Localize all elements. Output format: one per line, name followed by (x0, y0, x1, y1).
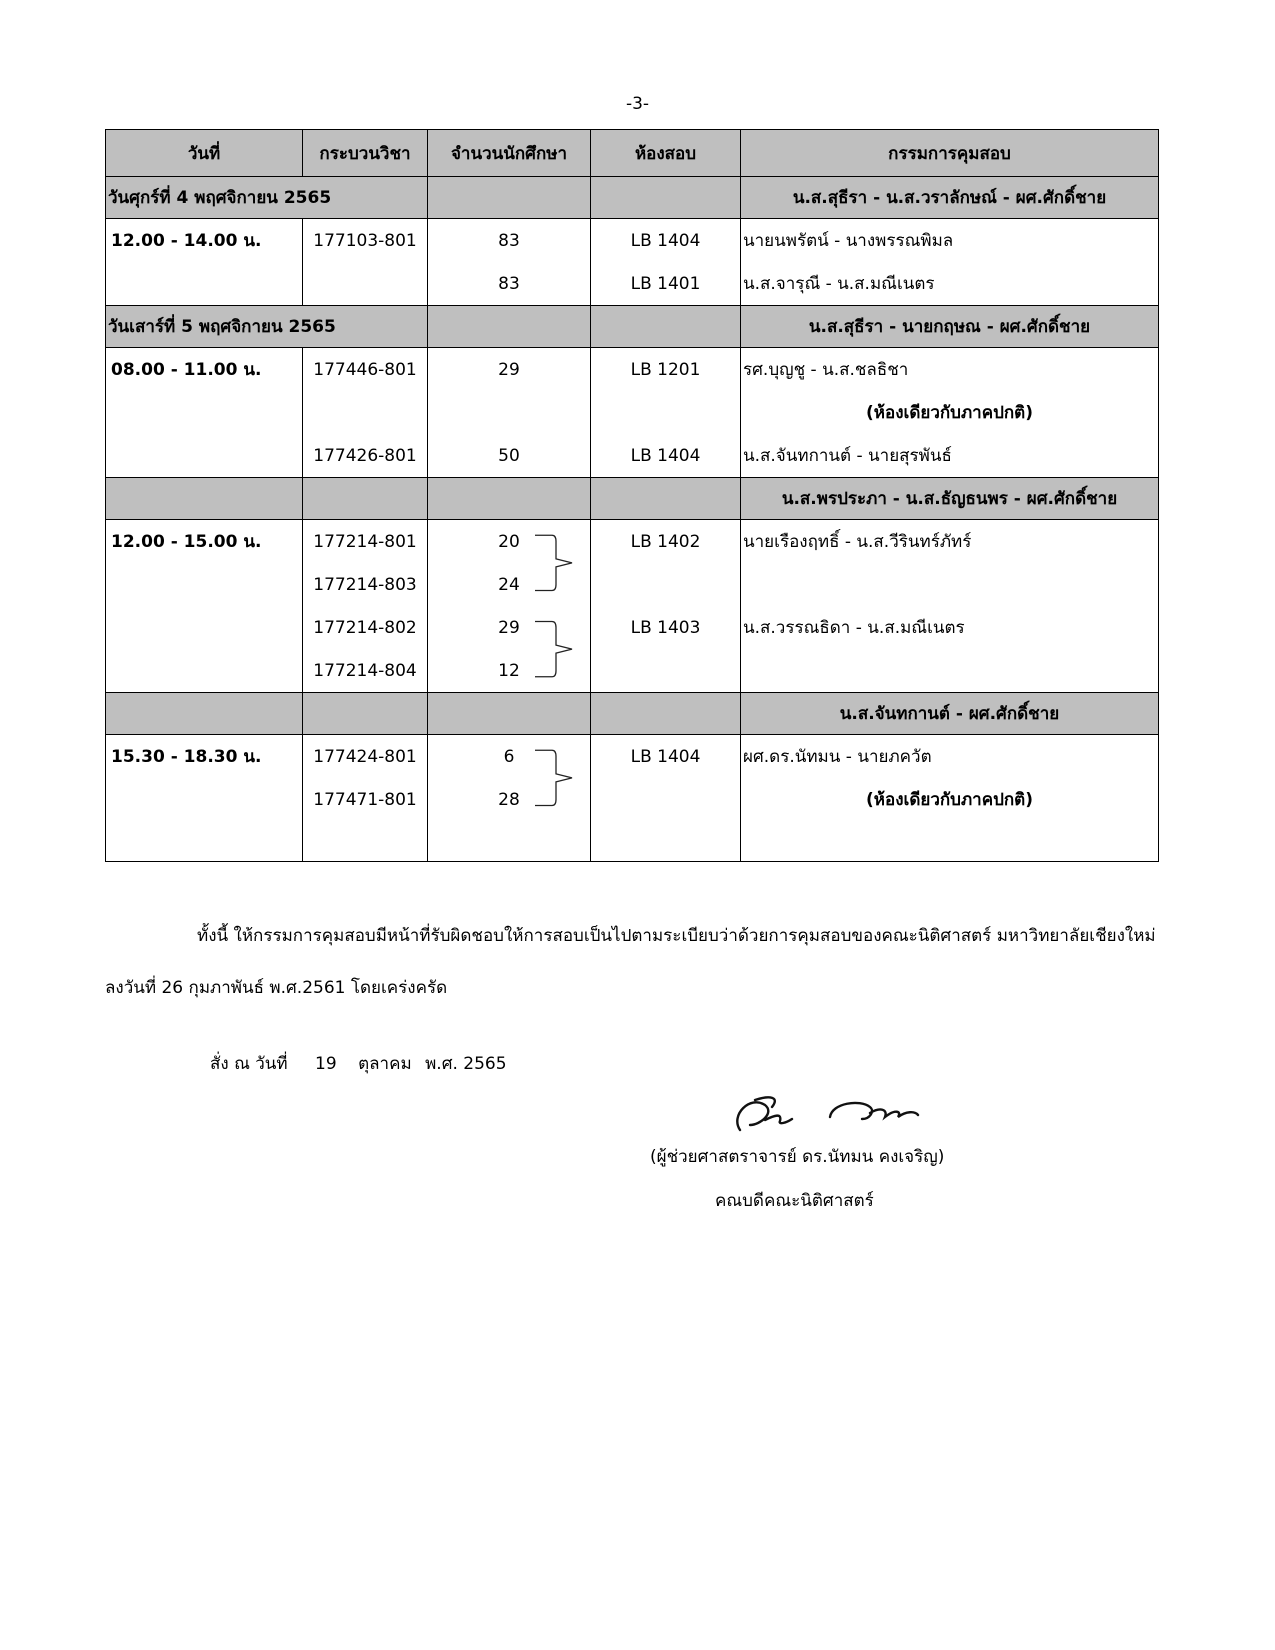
order-date-month: ตุลาคม (358, 1054, 412, 1074)
course-cell: 177471-801 (303, 778, 428, 821)
group-row (106, 306, 1159, 348)
time-cell (106, 821, 303, 862)
group-date (106, 693, 303, 735)
group-row (106, 478, 1159, 520)
room-cell (591, 649, 741, 693)
time-cell (106, 262, 303, 306)
group-row (106, 693, 1159, 735)
header-proctors: กรรมการคุมสอบ (741, 130, 1159, 177)
proctor-cell: นายนพรัตน์ - นางพรรณพิมล (741, 219, 1159, 263)
proctor-cell (741, 563, 1159, 606)
count-cell: 83 (428, 262, 591, 306)
signature-image (720, 1085, 940, 1145)
table-row (106, 520, 1159, 564)
course-cell (303, 821, 428, 862)
group-row (106, 177, 1159, 219)
group-staff: น.ส.สุธีรา - น.ส.วราลักษณ์ - ผศ.ศักดิ์ชาย (741, 177, 1159, 219)
order-date-day: 19 (315, 1054, 337, 1074)
count-cell: 28 (428, 778, 591, 821)
count-cell: 29 (428, 606, 591, 649)
room-cell: LB 1404 (591, 735, 741, 779)
group-staff: น.ส.สุธีรา - นายกฤษณ - ผศ.ศักดิ์ชาย (741, 306, 1159, 348)
course-cell: 177214-804 (303, 649, 428, 693)
count-cell: 83 (428, 219, 591, 263)
time-cell (106, 606, 303, 649)
group-date (106, 478, 303, 520)
count-cell (428, 391, 591, 434)
room-cell: LB 1404 (591, 434, 741, 478)
group-date: วันเสาร์ที่ 5 พฤศจิกายน 2565 (106, 306, 428, 348)
count-cell: 24 (428, 563, 591, 606)
header-course: กระบวนวิชา (303, 130, 428, 177)
room-cell: LB 1404 (591, 219, 741, 263)
table-row (106, 821, 1159, 862)
proctor-cell (741, 821, 1159, 862)
proctor-cell: รศ.บุญชู - น.ส.ชลธิชา (741, 348, 1159, 392)
group-staff: น.ส.จันทกานต์ - ผศ.ศักดิ์ชาย (741, 693, 1159, 735)
group-empty-cell (428, 177, 591, 219)
room-cell: LB 1402 (591, 520, 741, 564)
order-date-year: พ.ศ. 2565 (425, 1054, 507, 1074)
order-date (210, 1050, 515, 1077)
course-cell (303, 391, 428, 434)
group-empty-cell (303, 693, 428, 735)
table-row (106, 262, 1159, 306)
room-cell: LB 1403 (591, 606, 741, 649)
group-empty-cell (591, 478, 741, 520)
count-cell: 50 (428, 434, 591, 478)
group-empty-cell (428, 306, 591, 348)
group-empty-cell (591, 693, 741, 735)
time-cell (106, 434, 303, 478)
proctor-cell: นายเรืองฤทธิ์ - น.ส.วีรินทร์ภัทร์ (741, 520, 1159, 564)
course-cell: 177214-801 (303, 520, 428, 564)
proctor-cell: น.ส.จันทกานต์ - นายสุรพันธ์ (741, 434, 1159, 478)
room-cell (591, 778, 741, 821)
proctor-cell (741, 649, 1159, 693)
signer-title: คณบดีคณะนิติศาสตร์ (715, 1191, 874, 1211)
table-row (106, 391, 1159, 434)
proctor-cell: ผศ.ดร.นัทมน - นายภควัต (741, 735, 1159, 779)
course-cell: 177214-802 (303, 606, 428, 649)
table-header-row (106, 130, 1159, 177)
count-cell: 6 (428, 735, 591, 779)
table-row (106, 649, 1159, 693)
header-exam-room: ห้องสอบ (591, 130, 741, 177)
table-row (106, 434, 1159, 478)
time-cell (106, 563, 303, 606)
time-cell: 12.00 - 15.00 น. (106, 520, 303, 564)
time-cell: 15.30 - 18.30 น. (106, 735, 303, 779)
table-row (106, 778, 1159, 821)
regulation-paragraph: ทั้งนี้ ให้กรรมการคุมสอบมีหน้าที่รับผิดชอบให้การสอบเป็นไปตามระเบียบว่าด้วยการคุมสอบของคณะนิติศาสตร์ มหาวิทยาลัยเชียงใหม่ ลงวันที่ 26 กุมภาพันธ์ พ.ศ.2561 โดยเคร่งครัด (105, 926, 1156, 998)
room-cell (591, 563, 741, 606)
table-row (106, 219, 1159, 263)
note-cell: (ห้องเดียวกับภาคปกติ) (741, 778, 1159, 821)
room-cell: LB 1401 (591, 262, 741, 306)
time-cell (106, 649, 303, 693)
time-cell: 08.00 - 11.00 น. (106, 348, 303, 392)
group-empty-cell (591, 177, 741, 219)
room-cell: LB 1201 (591, 348, 741, 392)
count-cell (428, 821, 591, 862)
group-date: วันศุกร์ที่ 4 พฤศจิกายน 2565 (106, 177, 428, 219)
group-empty-cell (591, 306, 741, 348)
table-row (106, 735, 1159, 779)
course-cell: 177424-801 (303, 735, 428, 779)
course-cell: 177214-803 (303, 563, 428, 606)
course-cell: 177446-801 (303, 348, 428, 392)
time-cell: 12.00 - 14.00 น. (106, 219, 303, 263)
table-row (106, 348, 1159, 392)
order-date-label: สั่ง ณ วันที่ (210, 1054, 288, 1074)
table-row (106, 563, 1159, 606)
course-cell: 177103-801 (303, 219, 428, 263)
page-number: -3- (625, 94, 650, 114)
count-cell: 12 (428, 649, 591, 693)
group-empty-cell (428, 478, 591, 520)
group-empty-cell (303, 478, 428, 520)
course-cell (303, 262, 428, 306)
header-date: วันที่ (106, 130, 303, 177)
count-cell: 29 (428, 348, 591, 392)
exam-schedule-table (105, 129, 1159, 862)
schedule-body (106, 177, 1159, 862)
room-cell (591, 821, 741, 862)
proctor-cell: น.ส.จารุณี - น.ส.มณีเนตร (741, 262, 1159, 306)
note-cell: (ห้องเดียวกับภาคปกติ) (741, 391, 1159, 434)
count-cell: 20 (428, 520, 591, 564)
course-cell: 177426-801 (303, 434, 428, 478)
group-staff: น.ส.พรประภา - น.ส.ธัญธนพร - ผศ.ศักดิ์ชาย (741, 478, 1159, 520)
time-cell (106, 778, 303, 821)
signer-name: (ผู้ช่วยศาสตราจารย์ ดร.นัทมน คงเจริญ) (650, 1147, 945, 1167)
table-row (106, 606, 1159, 649)
group-empty-cell (428, 693, 591, 735)
room-cell (591, 391, 741, 434)
time-cell (106, 391, 303, 434)
proctor-cell: น.ส.วรรณธิดา - น.ส.มณีเนตร (741, 606, 1159, 649)
header-student-count: จำนวนนักศึกษา (428, 130, 591, 177)
